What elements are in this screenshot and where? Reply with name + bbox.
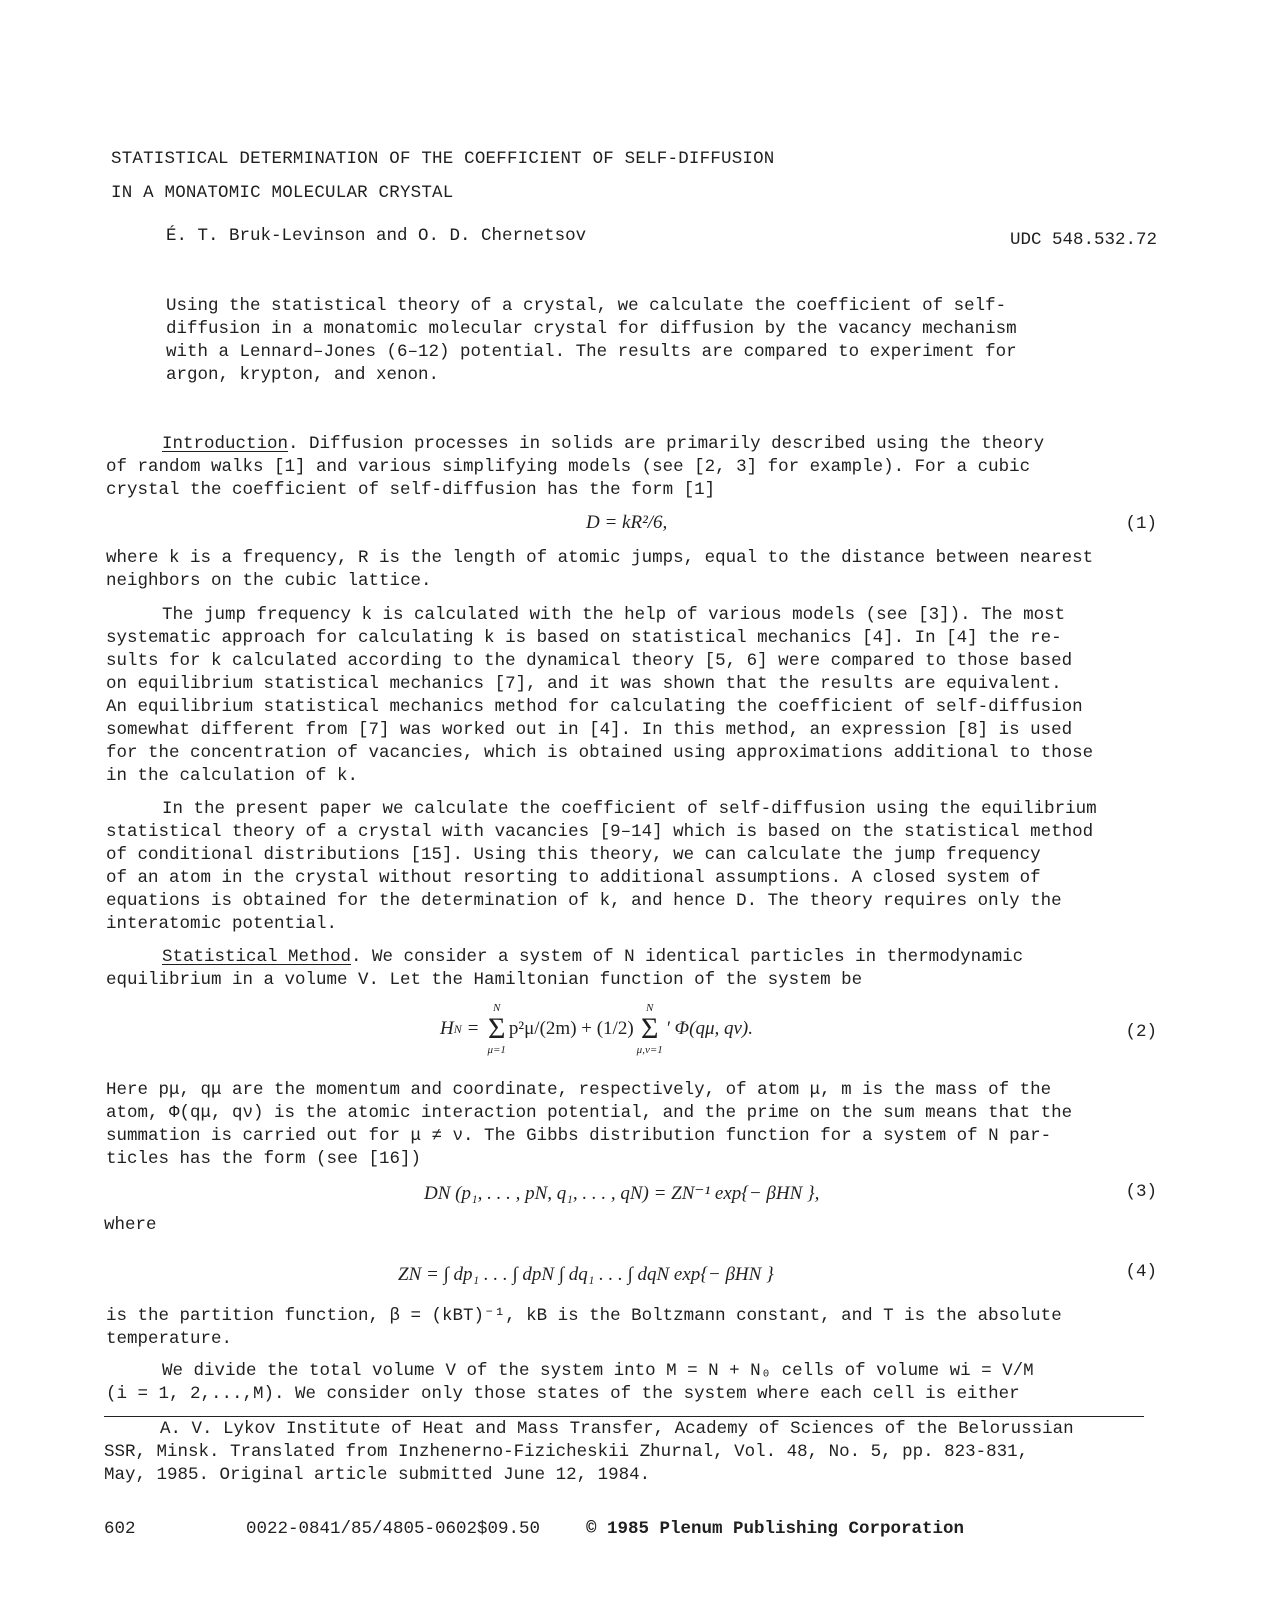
text-line: ticles has the form (see [16]) [106,1149,422,1169]
equation-2-number: (2) [1125,1022,1157,1042]
equation-3: DN (p₁, . . . , pN, q₁, . . . , qN) = ZN⁻¹ exp{− βHN }, [424,1183,820,1204]
text-line: An equilibrium statistical mechanics method for calculating the coefficient of self-diffusion [106,697,1083,717]
paper-title [111,148,1111,216]
equation-2: H N = N Σ μ=1 p²μ/(2m) + (1/2) N Σ μ,ν=1 ′ Φ(qμ, qν). [440,1002,753,1056]
copyright: © 1985 Plenum Publishing Corporation [586,1519,965,1539]
paragraph-after-eq1 [106,547,1186,593]
statistical-method-paragraph [106,946,1186,992]
where-word: where [104,1215,157,1235]
eq2-sum-2-bottom: μ,ν=1 [636,1044,663,1056]
eq2-sum-1-top: N [493,1002,501,1014]
text-line: atom, Φ(qμ, qν) is the atomic interaction potential, and the prime on the sum means that the [106,1103,1073,1123]
text-line: is the partition function, β = (kBT)⁻¹, kB is the Boltzmann constant, and T is the absolute [106,1306,1062,1326]
footnote-line: SSR, Minsk. Translated from Inzhenerno-Fizicheskii Zhurnal, Vol. 48, No. 5, pp. 823-831, [104,1442,1029,1462]
eq2-lhs: H [440,1018,454,1039]
text-line: The jump frequency k is calculated with the help of various models (see [3]). The most [162,605,1066,625]
text-line: interatomic potential. [106,914,338,934]
text-line: sults for k calculated according to the dynamical theory [5, 6] were compared to those based [106,651,1073,671]
authors: É. T. Bruk-Levinson and O. D. Chernetsov [166,226,587,246]
page-number: 602 [104,1519,136,1539]
equation-1-number: (1) [1125,514,1157,534]
footnote-divider [104,1416,1144,1417]
text-line: (i = 1, 2,...,M). We consider only those states of the system where each cell is either [106,1384,1020,1404]
intro-line-text: . Diffusion processes in solids are primarily described using the theory [288,434,1045,454]
paragraph-here [106,1079,1186,1171]
eq2-sum-1-bottom: μ=1 [487,1044,506,1056]
text-line: summation is carried out for μ ≠ ν. The Gibbs distribution function for a system of N par- [106,1126,1052,1146]
paragraph-partition [106,1305,1186,1351]
eq2-sum-1: N Σ μ=1 [487,1002,506,1056]
abstract-line: Using the statistical theory of a crystal, we calculate the coefficient of self- [166,296,1007,316]
intro-line [106,433,1186,456]
text-line: where k is a frequency, R is the length of atomic jumps, equal to the distance between nearest [106,548,1094,568]
paragraph-present-paper [106,798,1186,936]
equation-4: ZN = ∫ dp₁ . . . ∫ dpN ∫ dq₁ . . . ∫ dqN exp{− βHN } [398,1264,774,1285]
abstract [166,295,1116,387]
intro-line: of random walks [1] and various simplifying models (see [2, 3] for example). For a cubic [106,457,1031,477]
text-line: of conditional distributions [15]. Using this theory, we can calculate the jump frequency [106,845,1041,865]
equation-3-number: (3) [1125,1182,1157,1202]
text-line: temperature. [106,1329,233,1349]
text-line: of an atom in the crystal without resorting to additional assumptions. A closed system of [106,868,1041,888]
text-line: in the calculation of k. [106,766,359,786]
statistical-method-heading: Statistical Method [162,947,352,967]
text-line [106,946,1186,969]
eq2-term-2: ′ Φ(qμ, qν). [665,1018,753,1039]
udc-code: UDC 548.532.72 [1010,230,1158,250]
abstract-line: with a Lennard–Jones (6–12) potential. The results are compared to experiment for [166,342,1017,362]
text-line: equilibrium in a volume V. Let the Hamiltonian function of the system be [106,970,863,990]
intro-heading: Introduction [162,434,289,454]
title-line-2: IN A MONATOMIC MOLECULAR CRYSTAL [111,183,454,203]
eq2-sum-2-top: N [646,1002,654,1014]
eq2-sum-2: N Σ μ,ν=1 [636,1002,663,1056]
intro-paragraph [106,433,1186,502]
eq2-term-1: p²μ/(2m) + (1/2) [508,1018,634,1039]
text-line: Here pμ, qμ are the momentum and coordinate, respectively, of atom μ, m is the mass of the [106,1080,1052,1100]
text-line-tail: . We consider a system of N identical particles in thermodynamic [351,947,1024,967]
paragraph-divide [106,1360,1186,1406]
eq2-lhs-sub: N [453,1021,462,1036]
footnote-line: A. V. Lykov Institute of Heat and Mass Transfer, Academy of Sciences of the Belorussian [160,1419,1074,1439]
abstract-line: argon, krypton, and xenon. [166,365,440,385]
text-line: neighbors on the cubic lattice. [106,571,432,591]
intro-line: crystal the coefficient of self-diffusion has the form [1] [106,480,716,500]
title-line-1: STATISTICAL DETERMINATION OF THE COEFFICIENT OF SELF-DIFFUSION [111,149,775,169]
article-code: 0022-0841/85/4805-0602$09.50 [246,1519,541,1539]
text-line: on equilibrium statistical mechanics [7], and it was shown that the results are equivalent. [106,674,1062,694]
text-line: equations is obtained for the determination of k, and hence D. The theory requires only the [106,891,1062,911]
text-line: We divide the total volume V of the system into M = N + N₀ cells of volume wi = V/M [162,1361,1034,1381]
abstract-line: diffusion in a monatomic molecular crystal for diffusion by the vacancy mechanism [166,319,1017,339]
text-line: systematic approach for calculating k is based on statistical mechanics [4]. In [4] the re- [106,628,1062,648]
text-line: for the concentration of vacancies, which is obtained using approximations additional to those [106,743,1094,763]
equation-4-number: (4) [1125,1262,1157,1282]
text-line: somewhat different from [7] was worked out in [4]. In this method, an expression [8] is used [106,720,1073,740]
text-line: In the present paper we calculate the coefficient of self-diffusion using the equilibrium [162,799,1097,819]
footnote-line: May, 1985. Original article submitted June 12, 1984. [104,1465,651,1485]
equation-1: D = kR²/6, [586,512,668,533]
text-line: statistical theory of a crystal with vacancies [9–14] which is based on the statistical method [106,822,1094,842]
footnote [104,1418,1164,1487]
paragraph-jump-frequency [106,604,1186,788]
